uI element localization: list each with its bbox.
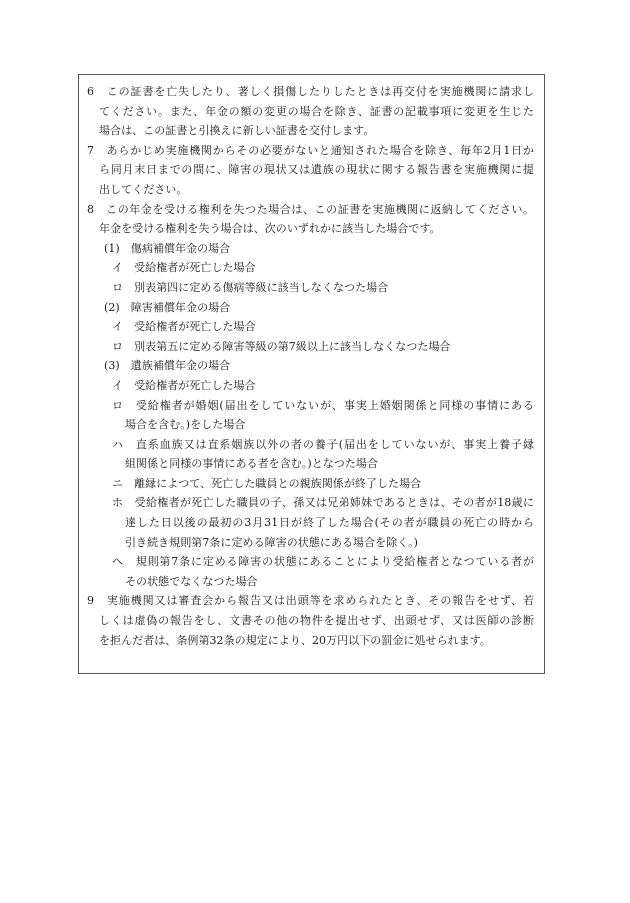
item-7-line-3: 出してください。 bbox=[99, 182, 188, 196]
subitem-2-ro: ロ 別表第五に定める障害等級の第7級以上に該当しなくなつた場合 bbox=[112, 339, 451, 353]
subitem-3-ho-line-2: 達した日以後の最初の3月31日が終了した場合(その者が職員の死亡の時から bbox=[125, 516, 534, 530]
subitem-3-ro-line-2: 場合を含む。)をした場合 bbox=[125, 418, 246, 432]
subitem-3-ha-line-2: 組関係と同様の事情にある者を含む。)となつた場合 bbox=[125, 457, 378, 471]
item-6-line-3: 場合は、この証書と引換えに新しい証書を交付します。 bbox=[99, 124, 375, 138]
subitem-3-heading: (3) 遺族補償年金の場合 bbox=[104, 359, 231, 373]
subitem-2-i: イ 受給権者が死亡した場合 bbox=[112, 320, 256, 334]
subitem-1-i: イ 受給権者が死亡した場合 bbox=[112, 261, 256, 275]
item-9-line-2: しくは虚偽の報告をし、文書その他の物件を提出せず、出頭せず、又は医師の診断 bbox=[99, 614, 534, 628]
item-6-line-2: てください。また、年金の額の変更の場合を除き、証書の記載事項に変更を生じた bbox=[99, 104, 534, 118]
subitem-2-heading: (2) 障害補償年金の場合 bbox=[104, 300, 231, 314]
subitem-1-heading: (1) 傷病補償年金の場合 bbox=[104, 241, 231, 255]
subitem-3-ho-line-3: 引き続き規則第7条に定める障害の状態にある場合を除く。) bbox=[125, 535, 418, 549]
item-8-line-2: 年金を受ける権利を失う場合は、次のいずれかに該当した場合です。 bbox=[99, 222, 441, 236]
subitem-1-ro: ロ 別表第四に定める傷病等級に該当しなくなつた場合 bbox=[112, 280, 389, 294]
subitem-3-i: イ 受給権者が死亡した場合 bbox=[112, 378, 256, 392]
item-7-line-1: 7 あらかじめ実施機関からその必要がないと通知された場合を除き、毎年2月1日か bbox=[87, 143, 534, 157]
item-7-line-2: ら同月末日までの間に、障害の現状又は遺族の現状に関する報告書を実施機関に提 bbox=[99, 163, 534, 177]
item-9-line-3: を拒んだ者は、条例第32条の規定により、20万円以下の罰金に処せられます。 bbox=[99, 633, 491, 647]
item-9-line-1: 9 実施機関又は審査会から報告又は出頭等を求められたとき、その報告をせず、若 bbox=[87, 594, 534, 608]
item-6-line-1: 6 この証書を亡失したり、著しく損傷したりしたときは再交付を実施機関に請求し bbox=[87, 85, 534, 98]
subitem-3-ho-line-1: ホ 受給権者が死亡した職員の子、孫又は兄弟姉妹であるときは、その者が18歳に bbox=[112, 496, 534, 510]
item-8-line-1: 8 この年金を受ける権利を失つた場合は、この証書を実施機関に返納してください。 bbox=[87, 202, 534, 216]
subitem-3-ro-line-1: ロ 受給権者が婚姻(届出をしていないが、事実上婚姻関係と同様の事情にある bbox=[112, 398, 534, 412]
subitem-3-ha-line-1: ハ 直系血族又は直系姻族以外の者の養子(届出をしていないが、事実上養子縁 bbox=[112, 437, 534, 451]
notice-box bbox=[78, 74, 545, 674]
subitem-3-ni: ニ 離縁によつて、死亡した職員との親族関係が終了した場合 bbox=[112, 476, 422, 490]
subitem-3-he-line-1: ヘ 規則第7条に定める障害の状態にあることにより受給権者となつている者が bbox=[112, 555, 534, 569]
subitem-3-he-line-2: その状態でなくなつた場合 bbox=[125, 574, 258, 588]
